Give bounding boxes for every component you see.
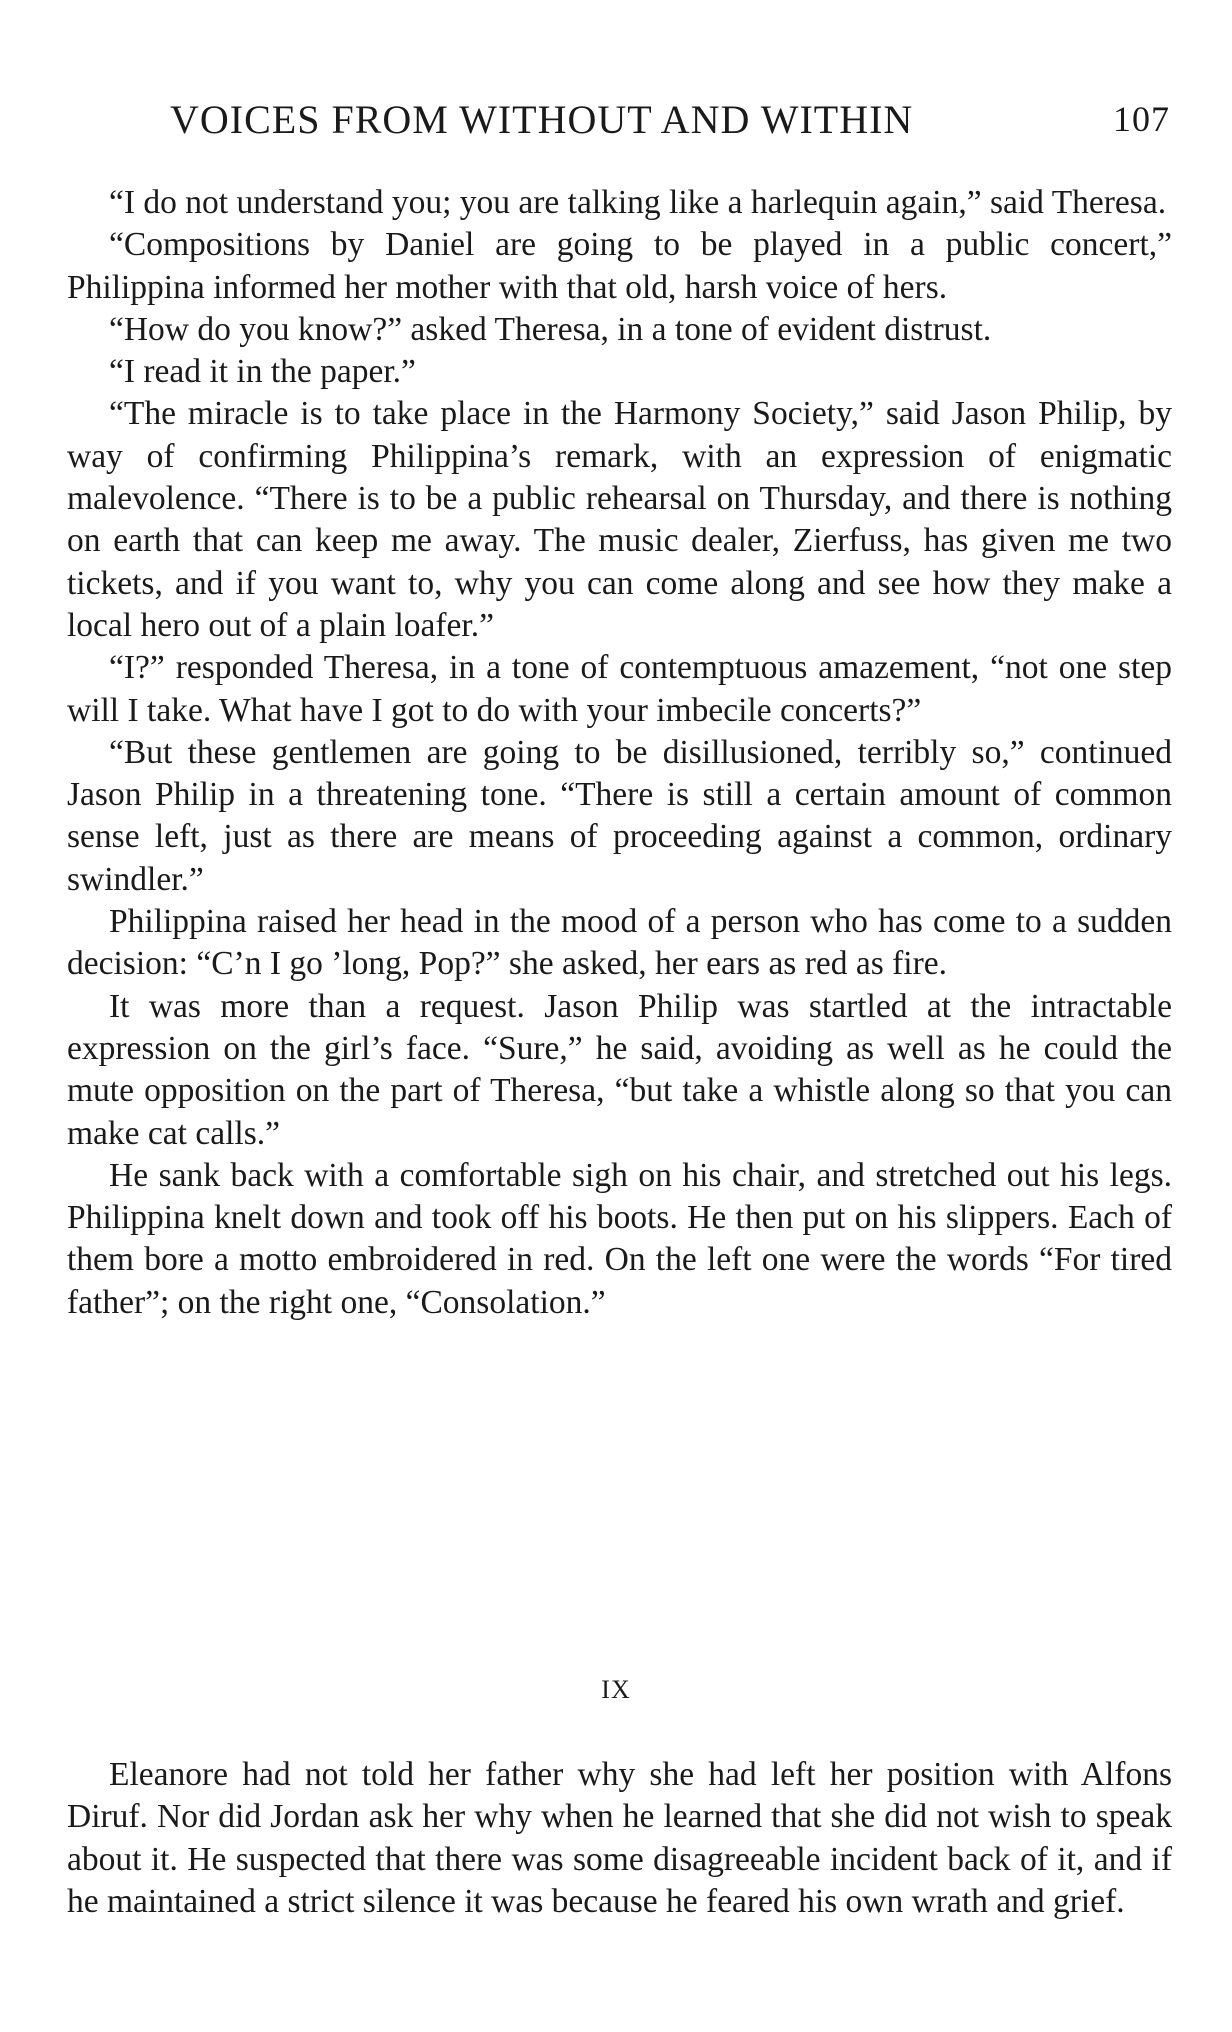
- paragraph: It was more than a request. Jason Philip was startled at the intractable expression on the girl’s face. “Sure,” he said, avoiding as well as he could the mute opposition on the part of Theresa, “but take a whistle along so that you can make cat calls.”: [67, 987, 1172, 1152]
- paragraph: “I do not understand you; you are talking like a harlequin again,” said Theresa.: [109, 184, 1167, 221]
- paragraph: “How do you know?” asked Theresa, in a tone of evident distrust.: [109, 310, 992, 348]
- paragraph: “But these gentlemen are going to be disillusioned, terribly so,” continued Jason Philip in a threatening tone. “There is still a certain amount of common sense left, just as there are means of proceeding against a common, ordinary swindler.”: [67, 733, 1172, 898]
- paragraph: Philippina raised her head in the mood of a person who has come to a sudden decision: “C’n I go ’long, Pop?” she asked, her ears as red as fire.: [67, 903, 1172, 983]
- running-title: VOICES FROM WITHOUT AND WITHIN: [170, 97, 914, 142]
- paragraph: Eleanore had not told her father why she had left her position with Alfons Diruf. Nor did Jordan ask her why when he learned that she did not wish to speak about it. He suspected that there was some disagreeable incident back of it, and if he maintained a strict silence it was because he feared his own wrath and grief.: [67, 1756, 1172, 1920]
- paragraph: “I read it in the paper.”: [109, 353, 416, 391]
- page-number: 107: [1113, 99, 1170, 139]
- body-text: [67, 182, 1172, 1324]
- paragraph: “I?” responded Theresa, in a tone of contemptuous amazement, “not one step will I take. What have I got to do with your imbecile concerts?”: [67, 649, 1172, 729]
- paragraph: He sank back with a comfortable sigh on his chair, and stretched out his legs. Philippina knelt down and took off his boots. He then put on his slippers. Each of them bore a motto embroidered in red. On the left one were the words “For tired father”; on the right one, “Consolation.”: [67, 1156, 1172, 1321]
- running-header: [170, 96, 1170, 146]
- paragraph: “The miracle is to take place in the Harmony Society,” said Jason Philip, by way of confirming Philippina’s remark, with an expression of enigmatic malevolence. “There is to be a public rehearsal on Thursday, and there is nothing on earth that can keep me away. The music dealer, Zierfuss, has given me two tickets, and if you want to, why you can come along and see how they make a local hero out of a plain loafer.”: [67, 395, 1172, 644]
- section-heading: IX: [601, 1675, 631, 1704]
- section-body-text: [67, 1754, 1172, 1923]
- paragraph: “Compositions by Daniel are going to be played in a public concert,” Philippina informed her mother with that old, harsh voice of hers.: [67, 226, 1172, 306]
